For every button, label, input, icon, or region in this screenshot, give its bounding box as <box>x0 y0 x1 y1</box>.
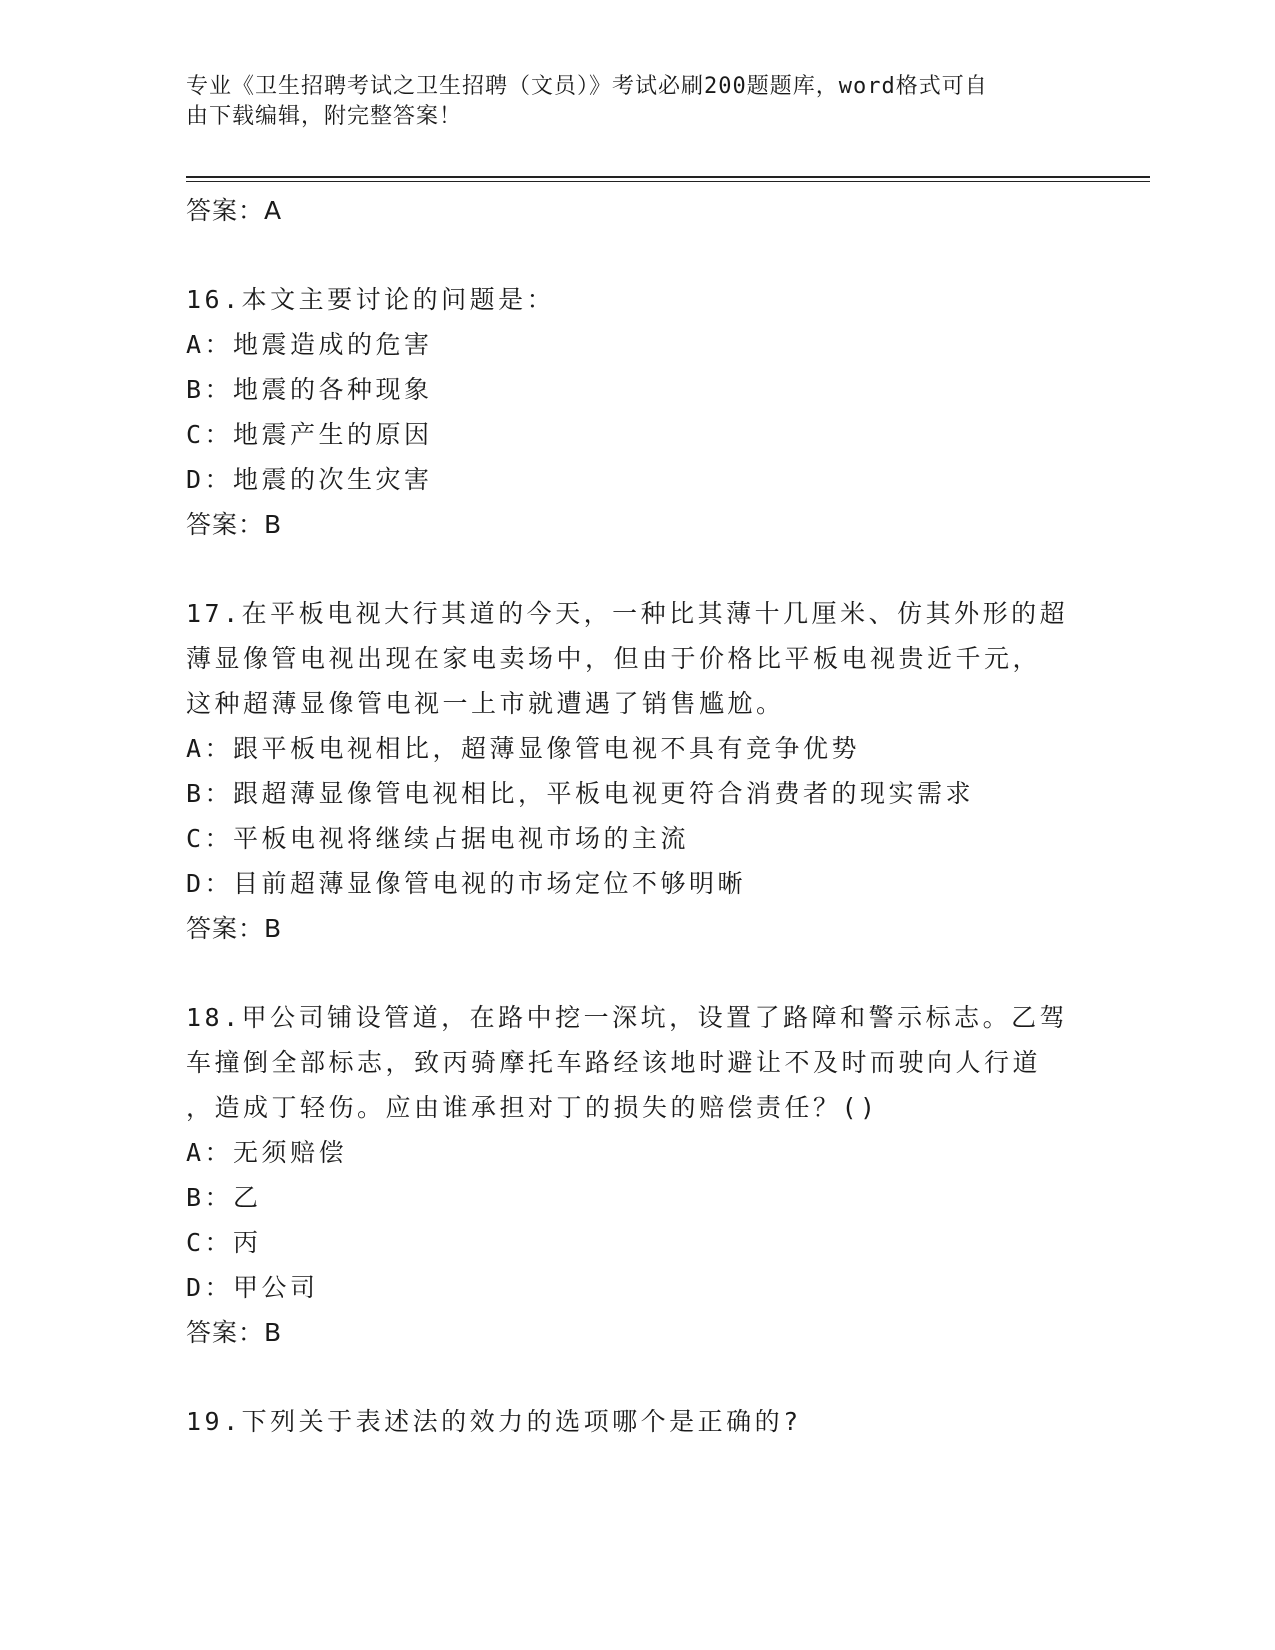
question-18 <box>186 995 1106 1355</box>
document-header <box>186 72 1086 132</box>
option-c: C：平板电视将继续占据电视市场的主流 <box>186 824 690 853</box>
option-a: A：地震造成的危害 <box>186 330 433 359</box>
question-stem-line-1: 17.在平板电视大行其道的今天，一种比其薄十几厘米、仿其外形的超 <box>186 599 1069 628</box>
question-19 <box>186 1399 1106 1444</box>
option-c: C：地震产生的原因 <box>186 420 433 449</box>
question-content <box>186 188 1106 1444</box>
question-stem-line-2: 车撞倒全部标志，致丙骑摩托车路经该地时避让不及时而驶向人行道 <box>186 1048 1042 1077</box>
option-b: B：乙 <box>186 1183 262 1212</box>
question-stem-line-3: ，造成丁轻伤。应由谁承担对丁的损失的赔偿责任？() <box>186 1093 879 1122</box>
header-line-2: 由下载编辑，附完整答案！ <box>186 104 463 129</box>
answer-label: 答案：B <box>186 914 283 943</box>
question-stem: 19.下列关于表述法的效力的选项哪个是正确的? <box>186 1407 802 1436</box>
answer-label: 答案：B <box>186 510 283 539</box>
option-d: D：目前超薄显像管电视的市场定位不够明晰 <box>186 869 747 898</box>
question-stem-line-1: 18.甲公司铺设管道，在路中挖一深坑，设置了路障和警示标志。乙驾 <box>186 1003 1069 1032</box>
question-stem-line-2: 薄显像管电视出现在家电卖场中，但由于价格比平板电视贵近千元， <box>186 644 1042 673</box>
spacer <box>186 951 1106 995</box>
answer-label-15: 答案：A <box>186 196 283 225</box>
option-b: B：地震的各种现象 <box>186 375 433 404</box>
answer-label: 答案：B <box>186 1318 283 1347</box>
spacer <box>186 233 1106 277</box>
option-a: A：无须赔偿 <box>186 1138 348 1167</box>
option-d: D：地震的次生灾害 <box>186 465 433 494</box>
question-stem-line-3: 这种超薄显像管电视一上市就遭遇了销售尴尬。 <box>186 689 785 718</box>
spacer <box>186 1355 1106 1399</box>
header-divider-thick <box>186 176 1150 178</box>
option-d: D：甲公司 <box>186 1273 319 1302</box>
question-17 <box>186 591 1106 951</box>
spacer <box>186 547 1106 591</box>
header-line-1: 专业《卫生招聘考试之卫生招聘（文员）》考试必刷200题题库，word格式可自 <box>186 74 988 99</box>
option-b: B：跟超薄显像管电视相比，平板电视更符合消费者的现实需求 <box>186 779 975 808</box>
header-divider-thin <box>186 181 1150 182</box>
question-stem: 16.本文主要讨论的问题是： <box>186 285 556 314</box>
option-c: C：丙 <box>186 1228 262 1257</box>
question-16 <box>186 277 1106 547</box>
option-a: A：跟平板电视相比，超薄显像管电视不具有竞争优势 <box>186 734 861 763</box>
